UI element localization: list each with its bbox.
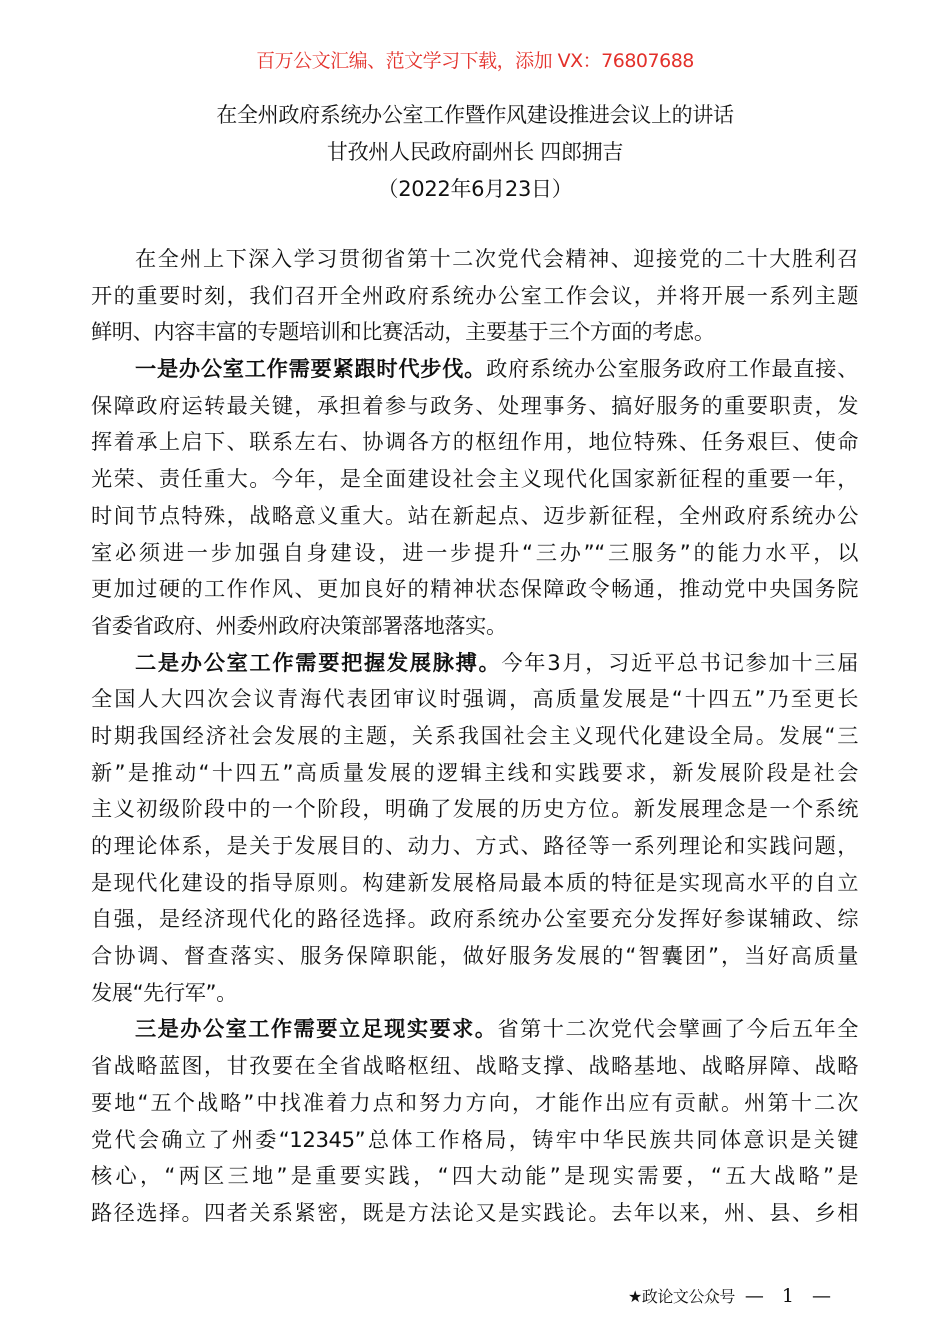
text-line <box>91 535 858 572</box>
line-text: 光荣、责任重大。今年，是全面建设社会主义现代化国家新征程的重要一年， <box>91 466 858 492</box>
line-text: 在全州上下深入学习贯彻省第十二次党代会精神、迎接党的二十大胜利召 <box>135 246 858 271</box>
line-text: 核心，“两区三地”是重要实践，“四大动能”是现实需要，“五大战略”是 <box>91 1163 858 1189</box>
line-text: 挥着承上启下、联系左右、协调各方的枢纽作用，地位特殊、任务艰巨、使命 <box>91 429 858 455</box>
document-body <box>91 241 858 1232</box>
text-line <box>91 314 858 351</box>
text-line <box>91 865 858 902</box>
line-text: 保障政府运转最关键，承担着参与政务、处理事务、搞好服务的重要职责，发 <box>91 392 858 418</box>
text-line <box>91 1158 858 1195</box>
line-text: 要地“五个战略”中找准着力点和努力方向，才能作出应有贡献。州第十二次 <box>91 1089 858 1115</box>
footer-source: ★政论文公众号 <box>628 1287 735 1306</box>
line-text: 自强，是经济现代化的路径选择。政府系统办公室要充分发挥好参谋辅政、综 <box>91 906 858 932</box>
text-line <box>91 351 858 388</box>
text-line <box>91 901 858 938</box>
text-line <box>91 681 858 718</box>
line-text: 时间节点特殊，战略意义重大。站在新起点、迈步新征程，全州政府系统办公 <box>91 502 858 528</box>
page-number: — 1 — <box>744 1285 838 1307</box>
line-text: 党代会确立了州委“12345”总体工作格局，铸牢中华民族共同体意识是关键 <box>91 1126 858 1152</box>
text-line <box>91 388 858 425</box>
text-line <box>91 755 858 792</box>
line-text: 鲜明、内容丰富的专题培训和比赛活动，主要基于三个方面的考虑。 <box>91 319 715 345</box>
section-heading: 三是办公室工作需要立足现实要求。 <box>135 1016 498 1042</box>
document-author: 甘孜州人民政府副州长 四郎拥吉 <box>326 140 624 164</box>
line-text: 新”是推动“十四五”高质量发展的逻辑主线和实践要求，新发展阶段是社会 <box>91 759 858 785</box>
text-line <box>91 461 858 498</box>
section-heading: 二是办公室工作需要把握发展脉搏。 <box>135 649 502 675</box>
text-line <box>91 424 858 461</box>
text-line <box>91 828 858 865</box>
line-text: 开的重要时刻，我们召开全州政府系统办公室工作会议，并将开展一系列主题 <box>91 282 858 308</box>
line-text: 今年3月，习近平总书记参加十三届 <box>501 649 858 675</box>
line-text: 政府系统办公室服务政府工作最直接、 <box>486 356 858 382</box>
document-title: 在全州政府系统办公室工作暨作风建设推进会议上的讲话 <box>216 103 734 127</box>
line-text: 的理论体系，是关于发展目的、动力、方式、路径等一系列理论和实践问题， <box>91 833 858 858</box>
text-line <box>91 608 858 645</box>
line-text: 发展“先行军”。 <box>91 979 237 1005</box>
section-heading: 一是办公室工作需要紧跟时代步伐。 <box>135 356 487 382</box>
line-text: 全国人大四次会议青海代表团审议时强调，高质量发展是“十四五”乃至更长 <box>91 686 858 712</box>
text-line <box>91 791 858 828</box>
text-line <box>91 1048 858 1085</box>
text-line <box>91 1122 858 1159</box>
text-line <box>91 571 858 608</box>
line-text: 主义初级阶段中的一个阶段，明确了发展的历史方位。新发展理念是一个系统 <box>91 796 858 822</box>
line-text: 合协调、督查落实、服务保障职能，做好服务发展的“智囊团”，当好高质量 <box>91 943 858 969</box>
text-line <box>91 1011 858 1048</box>
text-line <box>91 1195 858 1232</box>
line-text: 路径选择。四者关系紧密，既是方法论又是实践论。去年以来，州、县、乡相 <box>91 1199 858 1225</box>
line-text: 省委省政府、州委州政府决策部署落地落实。 <box>91 612 507 638</box>
text-line <box>91 718 858 755</box>
line-text: 室必须进一步加强自身建设，进一步提升“三办”“三服务”的能力水平，以 <box>91 539 858 565</box>
text-line <box>91 975 858 1012</box>
line-text: 省战略蓝图，甘孜要在全省战略枢纽、战略支撑、战略基地、战略屏障、战略 <box>91 1053 858 1079</box>
page-footer <box>628 1284 837 1307</box>
text-line <box>91 278 858 315</box>
text-line <box>91 1085 858 1122</box>
watermark-banner: 百万公文汇编、范文学习下载，添加 VX：76807688 <box>256 50 694 72</box>
text-line <box>91 241 858 278</box>
line-text: 更加过硬的工作作风、更加良好的精神状态保障政令畅通，推动党中央国务院 <box>91 576 858 602</box>
line-text: 是现代化建设的指导原则。构建新发展格局最本质的特征是实现高水平的自立 <box>91 869 858 895</box>
document-date: （2022年6月23日） <box>377 177 573 201</box>
text-line <box>91 645 858 682</box>
text-line <box>91 498 858 535</box>
text-line <box>91 938 858 975</box>
line-text: 省第十二次党代会擘画了今后五年全 <box>497 1016 858 1042</box>
line-text: 时期我国经济社会发展的主题，关系我国社会主义现代化建设全局。发展“三 <box>91 722 858 748</box>
